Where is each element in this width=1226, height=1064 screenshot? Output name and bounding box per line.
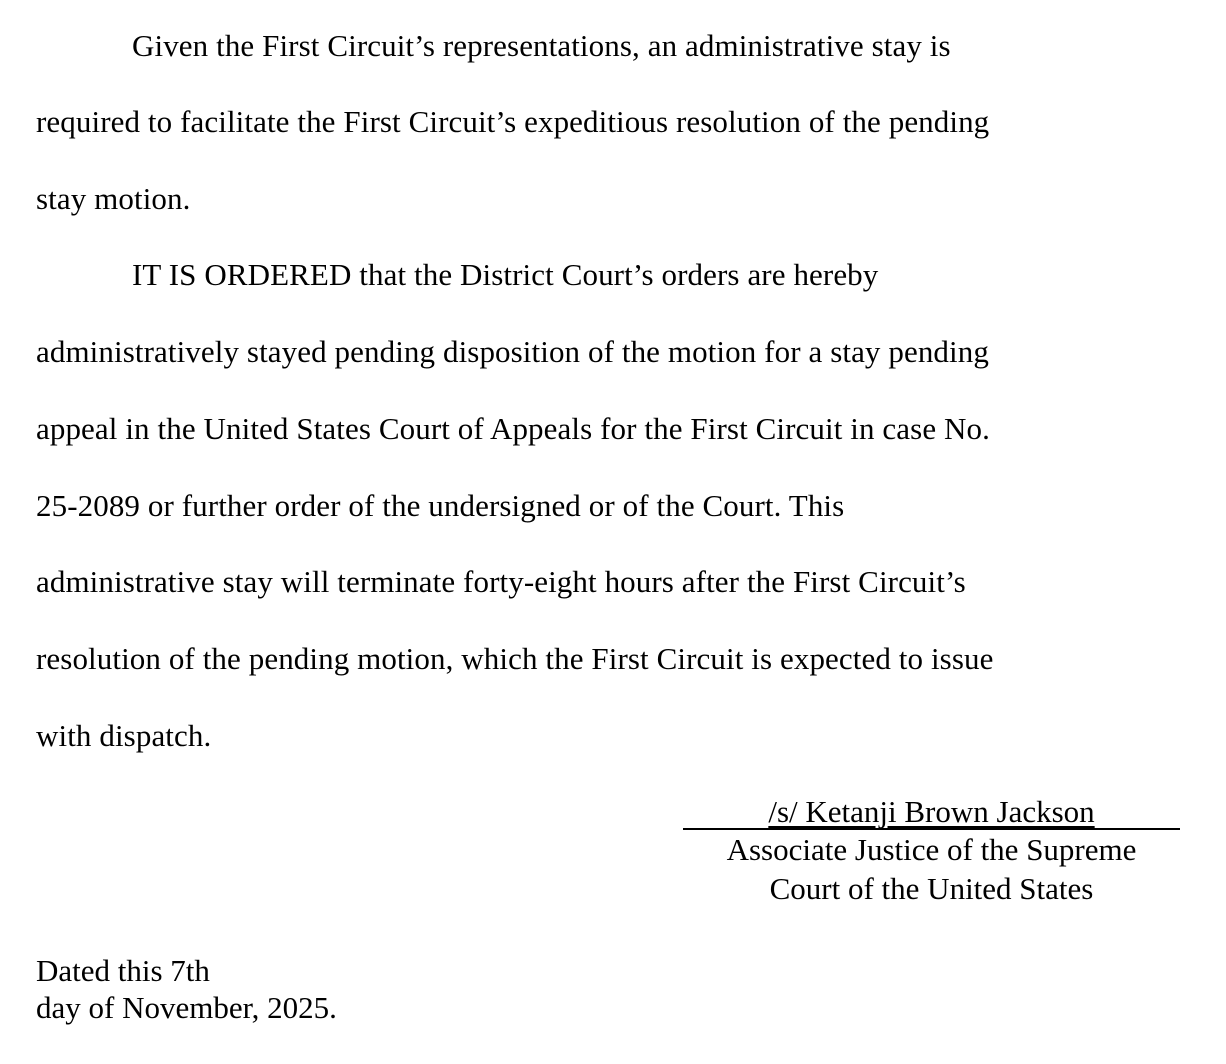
dated-line-2: day of November, 2025. <box>36 990 337 1025</box>
signature-line: /s/ Ketanji Brown Jackson <box>683 796 1180 830</box>
dated-block <box>36 952 337 1026</box>
paragraph-1-line-3: stay motion. <box>36 181 191 216</box>
dated-line-1: Dated this 7th <box>36 953 210 988</box>
paragraph-2-line-6: resolution of the pending motion, which the First Circuit is expected to issue <box>36 641 994 676</box>
paragraph-2-line-4: 25-2089 or further order of the undersigned or of the Court. This <box>36 488 845 523</box>
signature-title-line-1: Associate Justice of the Supreme <box>726 832 1137 867</box>
paragraph-2-line-5: administrative stay will terminate forty-eight hours after the First Circuit’s <box>36 564 966 599</box>
paragraph-2-line-7: with dispatch. <box>36 718 212 753</box>
paragraph-2-line-2: administratively stayed pending disposition of the motion for a stay pending <box>36 334 989 369</box>
paragraph-1-line-1: Given the First Circuit’s representations, an administrative stay is <box>132 28 951 63</box>
signature-block <box>683 796 1180 908</box>
paragraph-2-line-1: IT IS ORDERED that the District Court’s orders are hereby <box>132 257 879 292</box>
signature-title-line-2: Court of the United States <box>769 871 1094 906</box>
paragraph-2-line-3: appeal in the United States Court of Appeals for the First Circuit in case No. <box>36 411 990 446</box>
paragraph-1-line-2: required to facilitate the First Circuit’s expeditious resolution of the pending <box>36 104 990 139</box>
